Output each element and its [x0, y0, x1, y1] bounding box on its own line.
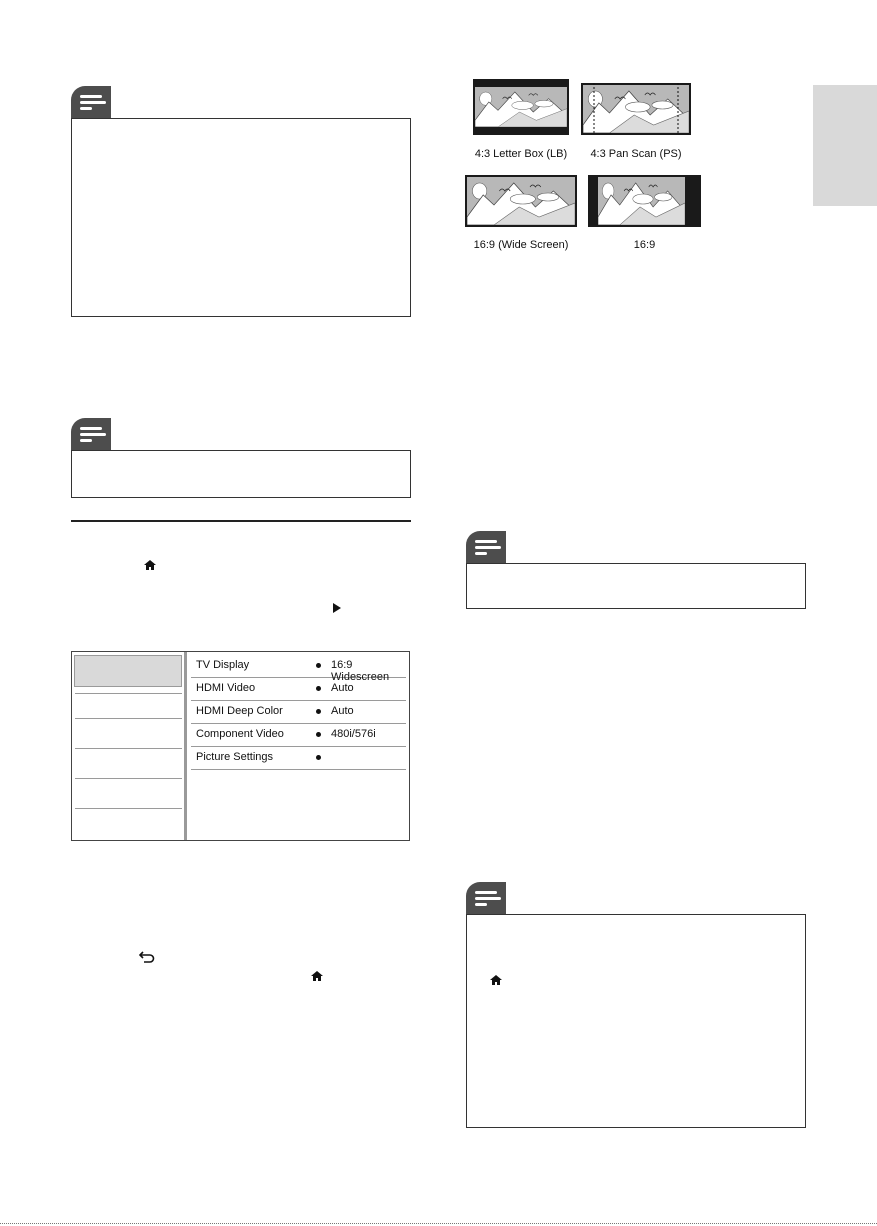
note-icon	[71, 418, 111, 450]
menu-divider	[75, 693, 182, 694]
pillarbox-illustration	[588, 175, 701, 227]
menu-divider	[75, 748, 182, 749]
menu-divider	[75, 778, 182, 779]
note-box	[71, 450, 411, 498]
home-icon	[143, 559, 157, 574]
video-setup-menu	[71, 651, 410, 841]
note-icon	[466, 531, 506, 563]
bullet-icon	[316, 663, 321, 668]
menu-divider	[75, 718, 182, 719]
menu-row-label: Picture Settings	[196, 751, 274, 763]
panscan-illustration	[581, 83, 691, 135]
bullet-icon	[316, 755, 321, 760]
format-caption: 4:3 Letter Box (LB)	[474, 148, 568, 160]
menu-row-hdmi-deep-color[interactable]	[191, 700, 406, 724]
note-box	[71, 118, 411, 317]
menu-row-label: Component Video	[196, 728, 284, 740]
format-caption: 4:3 Pan Scan (PS)	[590, 148, 682, 160]
menu-row-value: 480i/576i	[331, 728, 376, 740]
menu-row-label: TV Display	[196, 659, 250, 671]
menu-row-value: Auto	[331, 682, 354, 694]
page-trim-line	[0, 1223, 877, 1224]
note-icon	[466, 882, 506, 914]
menu-row-label: HDMI Deep Color	[196, 705, 283, 717]
bullet-icon	[316, 732, 321, 737]
bullet-icon	[316, 709, 321, 714]
menu-category-list	[72, 652, 184, 840]
home-icon	[489, 974, 503, 989]
menu-row-tv-display[interactable]	[191, 654, 406, 683]
menu-row-picture-settings[interactable]	[191, 746, 406, 770]
menu-row-value: 16:9 Widescreen	[331, 659, 390, 683]
menu-row-component-video[interactable]	[191, 723, 406, 747]
note-box	[466, 563, 806, 609]
format-caption: 16:9	[633, 239, 656, 251]
section-rule	[71, 520, 411, 522]
note-box	[466, 914, 806, 1128]
play-icon	[332, 602, 342, 617]
menu-row-hdmi-video[interactable]	[191, 677, 406, 701]
letterbox-illustration	[473, 79, 569, 135]
home-icon	[310, 970, 324, 985]
bullet-icon	[316, 686, 321, 691]
menu-category-selected[interactable]	[74, 655, 182, 687]
language-side-tab	[813, 85, 877, 206]
widescreen-illustration	[465, 175, 577, 227]
menu-divider	[75, 808, 182, 809]
note-icon	[71, 86, 111, 118]
back-icon	[139, 950, 155, 967]
menu-column-divider	[184, 652, 187, 840]
menu-row-label: HDMI Video	[196, 682, 256, 694]
format-caption: 16:9 (Wide Screen)	[473, 239, 569, 251]
menu-row-value: Auto	[331, 705, 354, 717]
